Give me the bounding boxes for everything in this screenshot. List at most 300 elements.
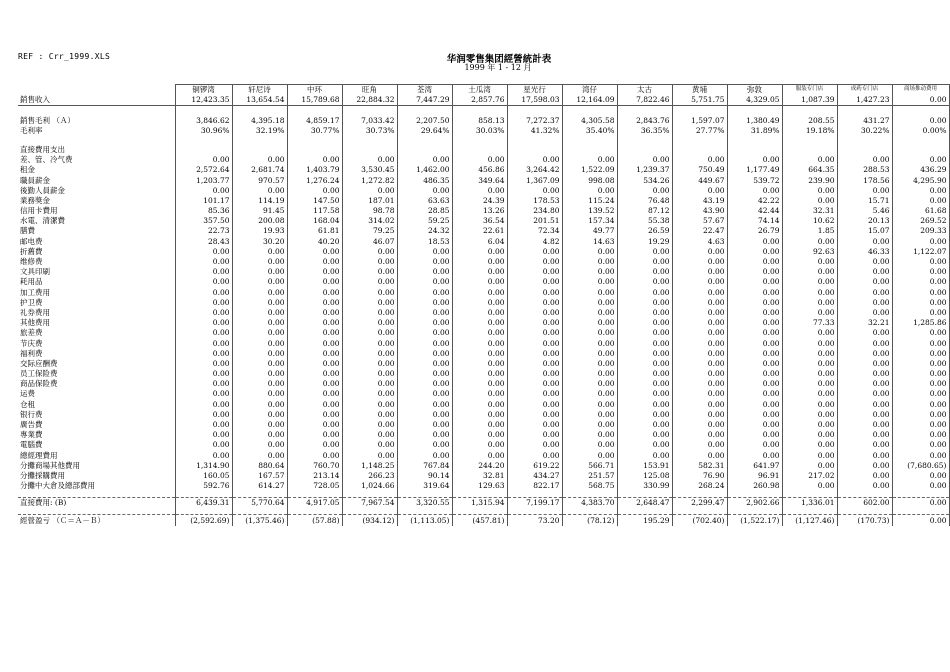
value-cell: 1,314.90 (175, 461, 232, 471)
value-cell: 0.00 (232, 267, 287, 277)
value-cell: 0.00 (452, 359, 507, 369)
value-cell: 0.00 (562, 318, 617, 328)
value-cell: 0.00 (892, 298, 949, 308)
table-row (18, 471, 949, 481)
value-cell: 0.00 (507, 430, 562, 440)
value-cell: 57.67 (672, 216, 727, 226)
value-cell: 0.00 (892, 267, 949, 277)
value-cell: 147.50 (287, 196, 342, 206)
value-cell: 582.31 (672, 461, 727, 471)
value-cell: 0.00 (175, 267, 232, 277)
value-cell: 35.40% (562, 126, 617, 136)
value-cell: 26.59 (617, 226, 672, 236)
table-row (18, 226, 949, 236)
value-cell: 0.00 (892, 236, 949, 246)
value-cell: 1,462.00 (397, 165, 452, 175)
value-cell: 0.00 (232, 420, 287, 430)
value-cell: 0.00 (617, 389, 672, 399)
value-cell: 1,272.82 (342, 175, 397, 185)
value-cell: 0.00 (232, 186, 287, 196)
row-label: 折舊費 (20, 246, 43, 256)
row-label: 信用卡費用 (20, 206, 58, 216)
value-cell: 0.00 (232, 277, 287, 287)
value-cell: 1,315.94 (452, 498, 507, 509)
value-cell: 0.00 (175, 410, 232, 420)
value-cell: 0.00 (672, 420, 727, 430)
row-label: 電腦費 (20, 440, 43, 450)
file-reference: REF : Crr_1999.XLS (18, 52, 111, 61)
value-cell: 0.00 (287, 450, 342, 460)
value-cell: 0.00 (507, 318, 562, 328)
value-cell: 0.00 (452, 186, 507, 196)
empty-cell (507, 136, 562, 145)
value-cell: 0.00 (617, 440, 672, 450)
value-cell: 0.00 (175, 186, 232, 196)
value-cell: 0.00 (782, 338, 837, 348)
value-cell: 0.00 (562, 287, 617, 297)
value-cell: 0.00 (342, 328, 397, 338)
value-cell: 0.00 (397, 359, 452, 369)
value-cell: 0.00 (287, 379, 342, 389)
value-cell: 1,122.07 (892, 247, 949, 257)
value-cell: 213.14 (287, 471, 342, 481)
value-cell: 0.00 (672, 359, 727, 369)
value-cell: 1,336.01 (782, 498, 837, 509)
column-header: 成药专门店 (837, 85, 892, 96)
empty-cell (397, 136, 452, 145)
value-cell: 74.14 (727, 216, 782, 226)
empty-cell (232, 106, 287, 116)
table-row (18, 318, 949, 328)
value-cell: 0.00 (837, 328, 892, 338)
value-cell: 0.00 (672, 298, 727, 308)
value-cell: 251.57 (562, 471, 617, 481)
value-cell: 28.43 (175, 236, 232, 246)
table-row (18, 359, 949, 369)
value-cell: 0.00 (287, 308, 342, 318)
empty-cell (727, 106, 782, 116)
value-cell: 0.00 (342, 247, 397, 257)
value-cell: 1,380.49 (727, 115, 782, 125)
value-cell: 0.00 (452, 287, 507, 297)
value-cell: 0.00 (727, 420, 782, 430)
row-label: 文具印刷 (20, 267, 50, 277)
value-cell: 0.00 (397, 389, 452, 399)
value-cell: 0.00 (397, 440, 452, 450)
value-cell: 59.25 (397, 216, 452, 226)
value-cell: (1,522.17) (727, 515, 782, 526)
value-cell: 0.00 (782, 359, 837, 369)
value-cell: 0.00 (617, 257, 672, 267)
value-cell: 0.00 (562, 155, 617, 165)
value-cell: 15,789.68 (287, 95, 342, 106)
table-row (18, 186, 949, 196)
value-cell: 880.64 (232, 461, 287, 471)
value-cell: 26.79 (727, 226, 782, 236)
value-cell: 0.00 (782, 461, 837, 471)
value-cell: 1,087.39 (782, 95, 837, 106)
header-corner (18, 85, 175, 96)
value-cell: 1,177.49 (727, 165, 782, 175)
value-cell: (170.73) (837, 515, 892, 526)
table-row (18, 338, 949, 348)
value-cell: 0.00 (232, 450, 287, 460)
table-row (18, 165, 949, 175)
value-cell: 32.21 (837, 318, 892, 328)
empty-cell (562, 145, 617, 155)
value-cell: 32.31 (782, 206, 837, 216)
value-cell: 0.00 (452, 257, 507, 267)
value-cell: 0.00 (287, 155, 342, 165)
table-row (18, 430, 949, 440)
value-cell: 0.00 (782, 430, 837, 440)
value-cell: 0.00 (782, 450, 837, 460)
value-cell: 19.93 (232, 226, 287, 236)
empty-cell (175, 136, 232, 145)
table-row (18, 95, 949, 106)
value-cell: 0.00 (782, 349, 837, 359)
value-cell: 4.63 (672, 236, 727, 246)
value-cell: 0.00 (342, 267, 397, 277)
value-cell: 0.00 (727, 308, 782, 318)
table-row (18, 175, 949, 185)
table-row (18, 145, 949, 155)
value-cell: 0.00 (342, 410, 397, 420)
table-row (18, 515, 949, 526)
table-row (18, 287, 949, 297)
value-cell: 0.00 (782, 236, 837, 246)
value-cell: 13,654.54 (232, 95, 287, 106)
value-cell: 0.00 (892, 420, 949, 430)
value-cell: 15.71 (837, 196, 892, 206)
value-cell: 767.84 (397, 461, 452, 471)
value-cell: 0.00 (507, 349, 562, 359)
value-cell: 0.00 (232, 369, 287, 379)
value-cell: 0.00 (727, 440, 782, 450)
value-cell: 6.04 (452, 236, 507, 246)
value-cell: 0.00 (232, 257, 287, 267)
value-cell: 0.00 (727, 338, 782, 348)
value-cell: 434.27 (507, 471, 562, 481)
value-cell: 0.00 (892, 155, 949, 165)
value-cell: 0.00 (175, 298, 232, 308)
value-cell: 0.00 (782, 420, 837, 430)
value-cell: 22.47 (672, 226, 727, 236)
value-cell: 0.00 (617, 399, 672, 409)
value-cell: 0.00 (727, 450, 782, 460)
report-period-text: 1999 年 1 - 12 月 (464, 63, 532, 72)
value-cell: 7,272.37 (507, 115, 562, 125)
row-label: 業務獎金 (20, 195, 50, 205)
value-cell: 0.00 (837, 287, 892, 297)
value-cell: 0.00 (562, 267, 617, 277)
value-cell: 970.57 (232, 175, 287, 185)
column-header: 荃湾 (397, 85, 452, 96)
value-cell: 4,383.70 (562, 498, 617, 509)
value-cell: 0.00 (837, 236, 892, 246)
value-cell: 0.00 (452, 410, 507, 420)
row-label: 銷售毛利 （Ａ） (20, 115, 75, 125)
table-row (18, 247, 949, 257)
value-cell: 87.12 (617, 206, 672, 216)
empty-cell (672, 136, 727, 145)
value-cell: 330.99 (617, 481, 672, 491)
empty-cell (727, 136, 782, 145)
value-cell: 0.00 (342, 186, 397, 196)
value-cell: 0.00 (782, 196, 837, 206)
value-cell: 0.00 (397, 257, 452, 267)
value-cell: 0.00 (175, 420, 232, 430)
value-cell: 90.14 (397, 471, 452, 481)
value-cell: 22.61 (452, 226, 507, 236)
row-label: 直接費用: (B) (20, 498, 67, 508)
column-header: 弥敦 (727, 85, 782, 96)
value-cell: 0.00 (617, 298, 672, 308)
table-row (18, 196, 949, 206)
table-row (18, 420, 949, 430)
empty-cell (175, 106, 232, 116)
row-label: 护卫费 (20, 297, 43, 307)
value-cell: 1,203.77 (175, 175, 232, 185)
value-cell: 20.13 (837, 216, 892, 226)
value-cell: 0.00 (782, 257, 837, 267)
table-row (18, 216, 949, 226)
value-cell: 357.50 (175, 216, 232, 226)
value-cell: 0.00 (452, 369, 507, 379)
value-cell: 0.00 (232, 430, 287, 440)
value-cell: 125.08 (617, 471, 672, 481)
value-cell: 0.00 (397, 328, 452, 338)
value-cell: 0.00 (837, 420, 892, 430)
value-cell: 0.00 (672, 450, 727, 460)
value-cell: 0.00 (287, 359, 342, 369)
value-cell: 268.24 (672, 481, 727, 491)
empty-cell (562, 136, 617, 145)
table-row (18, 461, 949, 471)
value-cell: 0.00 (232, 440, 287, 450)
value-cell: 0.00 (175, 287, 232, 297)
value-cell: 160.05 (175, 471, 232, 481)
value-cell: 0.00 (507, 399, 562, 409)
value-cell: 0.00 (727, 410, 782, 420)
value-cell: 0.00 (837, 410, 892, 420)
value-cell: (2,592.69) (175, 515, 232, 526)
empty-cell (837, 136, 892, 145)
empty-cell (342, 145, 397, 155)
value-cell: 239.90 (782, 175, 837, 185)
table-row (18, 308, 949, 318)
value-cell: 42.22 (727, 196, 782, 206)
row-label: 經營盈亏 （Ｃ＝Ａ－Ｂ） (20, 515, 105, 525)
value-cell: 0.00 (507, 450, 562, 460)
value-cell: 0.00 (837, 277, 892, 287)
value-cell: 2,207.50 (397, 115, 452, 125)
value-cell: 0.00 (837, 399, 892, 409)
value-cell: 0.00 (782, 277, 837, 287)
value-cell: 1,239.37 (617, 165, 672, 175)
value-cell: 72.34 (507, 226, 562, 236)
column-header: 土瓜湾 (452, 85, 507, 96)
value-cell: 0.00 (175, 349, 232, 359)
value-cell: 0.00 (397, 420, 452, 430)
value-cell: 0.00 (727, 155, 782, 165)
value-cell: 217.02 (782, 471, 837, 481)
value-cell: 0.00 (892, 430, 949, 440)
spacer-cell (18, 136, 175, 145)
value-cell: 0.00 (287, 186, 342, 196)
value-cell: 0.00 (672, 410, 727, 420)
empty-cell (287, 136, 342, 145)
value-cell: 0.00 (232, 328, 287, 338)
value-cell: 0.00 (397, 379, 452, 389)
table-row (18, 498, 949, 509)
value-cell: 0.00 (782, 369, 837, 379)
row-label: 差、管、冷气费 (20, 155, 73, 165)
value-cell: 14.63 (562, 236, 617, 246)
value-cell: 3,320.55 (397, 498, 452, 509)
value-cell: 31.89% (727, 126, 782, 136)
value-cell: 566.71 (562, 461, 617, 471)
value-cell: 117.58 (287, 206, 342, 216)
value-cell: 0.00% (892, 126, 949, 136)
value-cell: 0.00 (892, 186, 949, 196)
empty-cell (397, 106, 452, 116)
value-cell: 195.29 (617, 515, 672, 526)
value-cell: 98.78 (342, 206, 397, 216)
row-label: 商品保险费 (20, 379, 58, 389)
empty-cell (562, 106, 617, 116)
table-row (18, 481, 949, 491)
value-cell: 0.00 (837, 257, 892, 267)
value-cell: 0.00 (892, 328, 949, 338)
value-cell: 24.39 (452, 196, 507, 206)
value-cell: 0.00 (892, 440, 949, 450)
empty-cell (507, 106, 562, 116)
value-cell: 0.00 (837, 379, 892, 389)
value-cell: 30.20 (232, 236, 287, 246)
empty-cell (287, 145, 342, 155)
value-cell: 0.00 (837, 461, 892, 471)
row-label: 分攤採購費用 (20, 470, 65, 480)
value-cell: 0.00 (672, 349, 727, 359)
column-header: 铜锣湾 (175, 85, 232, 96)
value-cell: 0.00 (727, 389, 782, 399)
value-cell: 27.77% (672, 126, 727, 136)
value-cell: 0.00 (727, 287, 782, 297)
row-label: 直接費用支出 (20, 144, 65, 154)
value-cell: 0.00 (287, 277, 342, 287)
value-cell: 0.00 (672, 277, 727, 287)
empty-cell (892, 106, 949, 116)
report-title-text: 华润零售集团經營統計表 (446, 54, 552, 65)
value-cell: 168.04 (287, 216, 342, 226)
value-cell: 0.00 (672, 247, 727, 257)
value-cell: 539.72 (727, 175, 782, 185)
value-cell: 2,681.74 (232, 165, 287, 175)
value-cell: 46.33 (837, 247, 892, 257)
value-cell: 456.86 (452, 165, 507, 175)
value-cell: 0.00 (397, 369, 452, 379)
table-row (18, 126, 949, 136)
value-cell: 0.00 (342, 379, 397, 389)
row-label: 银行费 (20, 409, 43, 419)
value-cell: 0.00 (507, 338, 562, 348)
value-cell: 0.00 (507, 410, 562, 420)
value-cell: 1,522.09 (562, 165, 617, 175)
value-cell: 0.00 (452, 399, 507, 409)
empty-cell (782, 136, 837, 145)
row-label: 職員薪金 (20, 175, 50, 185)
value-cell: 664.35 (782, 165, 837, 175)
value-cell: 96.91 (727, 471, 782, 481)
value-cell: 0.00 (562, 277, 617, 287)
value-cell: 32.81 (452, 471, 507, 481)
value-cell: 0.00 (287, 267, 342, 277)
value-cell: 0.00 (892, 515, 949, 526)
value-cell: 101.17 (175, 196, 232, 206)
value-cell: 0.00 (892, 257, 949, 267)
value-cell: 0.00 (892, 481, 949, 491)
value-cell: 73.20 (507, 515, 562, 526)
row-label: 礼券费用 (20, 307, 50, 317)
value-cell: 0.00 (672, 440, 727, 450)
value-cell: 0.00 (175, 359, 232, 369)
value-cell: 29.64% (397, 126, 452, 136)
value-cell: 0.00 (672, 399, 727, 409)
column-header: 太古 (617, 85, 672, 96)
value-cell: 0.00 (452, 440, 507, 450)
value-cell: 0.00 (397, 155, 452, 165)
value-cell: 0.00 (452, 155, 507, 165)
value-cell: 0.00 (727, 399, 782, 409)
empty-cell (782, 106, 837, 116)
value-cell: 5.46 (837, 206, 892, 216)
value-cell: 0.00 (892, 399, 949, 409)
empty-cell (837, 106, 892, 116)
value-cell: 0.00 (782, 410, 837, 420)
value-cell: 0.00 (672, 155, 727, 165)
value-cell: 0.00 (617, 277, 672, 287)
value-cell: 0.00 (892, 410, 949, 420)
value-cell: 46.07 (342, 236, 397, 246)
value-cell: 61.68 (892, 206, 949, 216)
value-cell: 0.00 (782, 298, 837, 308)
value-cell: 115.24 (562, 196, 617, 206)
value-cell: 288.53 (837, 165, 892, 175)
table-row (18, 267, 949, 277)
value-cell: 0.00 (287, 399, 342, 409)
value-cell: 0.00 (507, 155, 562, 165)
value-cell: 4,395.18 (232, 115, 287, 125)
value-cell: 1.85 (782, 226, 837, 236)
value-cell: 0.00 (397, 318, 452, 328)
column-header: 黄埔 (672, 85, 727, 96)
value-cell: 0.00 (562, 338, 617, 348)
row-label: 後勤人員薪金 (20, 185, 65, 195)
value-cell: 22,884.32 (342, 95, 397, 106)
table-row (18, 155, 949, 165)
value-cell: (702.40) (672, 515, 727, 526)
row-label: 膳費 (20, 226, 35, 236)
value-cell: 436.29 (892, 165, 949, 175)
value-cell: 153.91 (617, 461, 672, 471)
value-cell: 0.00 (287, 430, 342, 440)
value-cell: 2,572.64 (175, 165, 232, 175)
value-cell: 0.00 (397, 308, 452, 318)
spacer-row (18, 106, 949, 116)
value-cell: 0.00 (672, 389, 727, 399)
value-cell: 0.00 (287, 410, 342, 420)
